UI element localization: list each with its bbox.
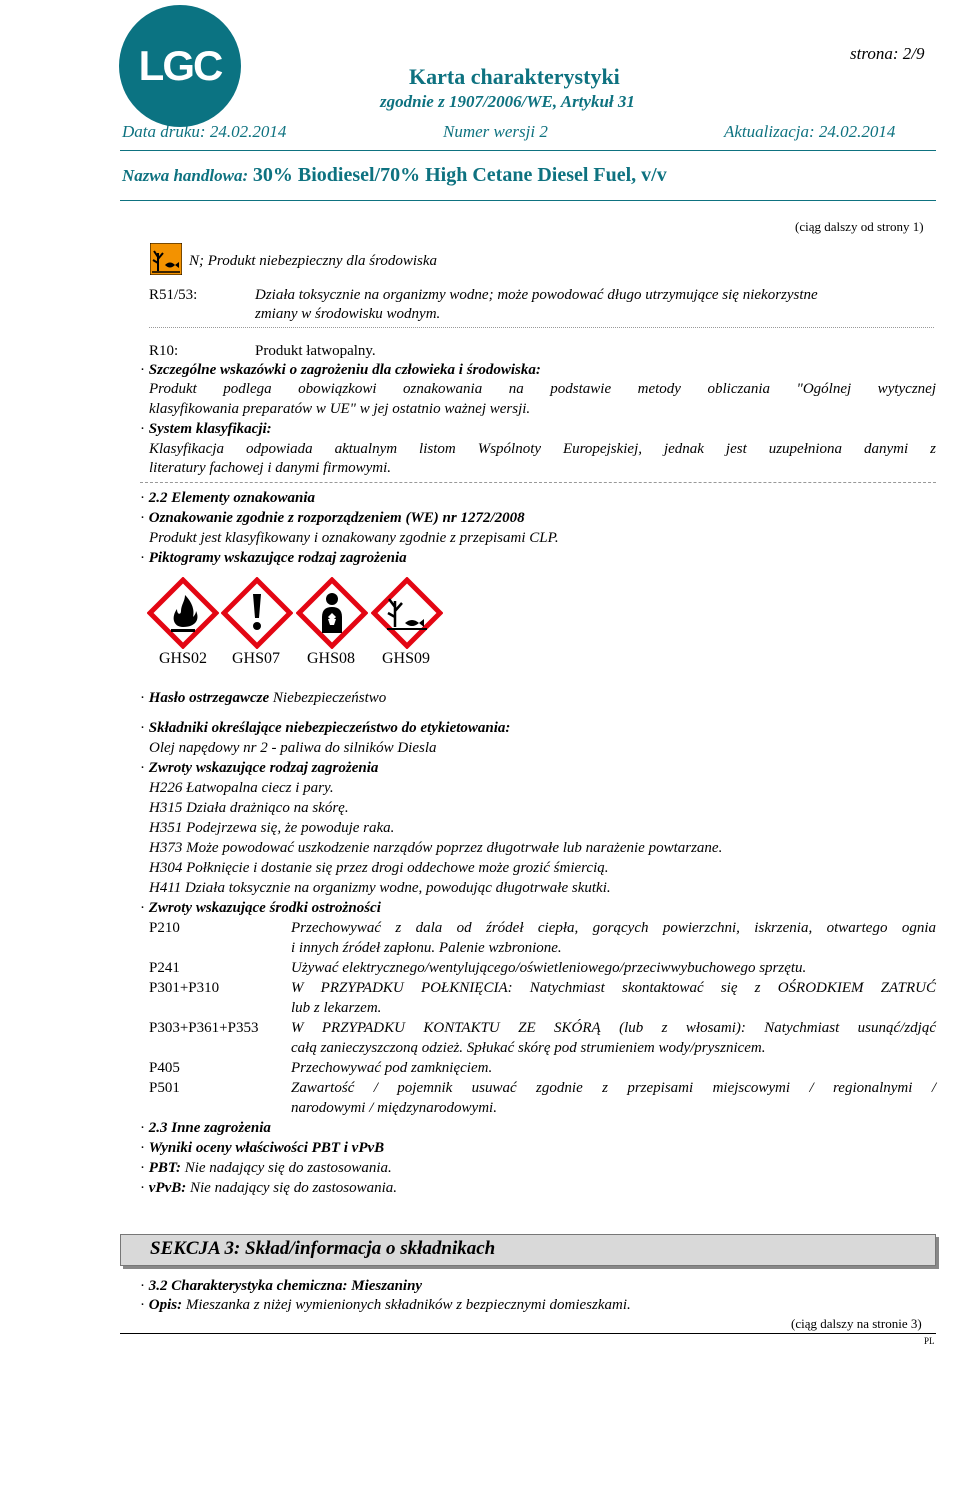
other-hazards-heading: · 2.3 Inne zagrożenia: [140, 1120, 271, 1137]
p303-code: P303+P361+P353: [149, 1020, 259, 1036]
p210-text-2: i innych źródeł zapłonu. Palenie wzbronione.: [291, 940, 562, 956]
p210-code: P210: [149, 920, 180, 936]
precautionary-heading: · Zwroty wskazujące środki ostrożności: [140, 900, 381, 917]
r10-code: R10:: [149, 343, 179, 359]
p405-text: Przechowywać pod zamknięciem.: [291, 1060, 493, 1076]
p405-code: P405: [149, 1060, 180, 1076]
labelling-heading: · 2.2 Elementy oznakowania: [140, 490, 315, 507]
pbt-text: Nie nadający się do zastosowania.: [184, 1160, 392, 1176]
pbt-row: [140, 1160, 392, 1177]
document-subtitle: zgodnie z 1907/2006/WE, Artykuł 31: [380, 92, 635, 111]
special-hazards-heading: · Szczególne wskazówki o zagrożeniu dla człowieka i środowiska:: [140, 362, 541, 379]
classification-system-heading: · System klasyfikacji:: [140, 421, 272, 438]
environment-pictogram-icon: [371, 577, 443, 649]
hazard-statement: H351 Podejrzewa się, że powoduje raka.: [149, 820, 395, 836]
special-hazards-text-2: klasyfikowania preparatów w UE" w jej ostatnio ważnej wersji.: [149, 401, 531, 417]
continued-to: (ciąg dalszy na stronie 3): [791, 1316, 922, 1331]
hazard-statement: H373 Może powodować uszkodzenie narządów poprzez długotrwałe lub narażenie powtarzane.: [149, 840, 723, 856]
pictogram-label-ghs09: GHS09: [382, 650, 431, 667]
signal-word-label: · Hasło ostrzegawcze: [140, 690, 269, 706]
components-text: Olej napędowy nr 2 - paliwa do silników Diesla: [149, 740, 437, 756]
p301-text-1: W PRZYPADKU POŁKNIĘCIA: Natychmiast skontaktować się z OŚRODKIEM ZATRUĆ: [291, 980, 936, 996]
trade-name-rule: [120, 200, 936, 201]
classification-system-text-1: Klasyfikacja odpowiada aktualnym listom Wspólnoty Europejskiej, jednak jest uzupełniona danymi z: [149, 441, 936, 457]
pictograms-heading: · Piktogramy wskazujące rodzaj zagrożenia: [140, 550, 407, 567]
lgc-logo: LGC: [119, 5, 241, 127]
hazard-statements-heading: · Zwroty wskazujące rodzaj zagrożenia: [140, 760, 378, 777]
p241-code: P241: [149, 960, 180, 976]
p301-text-2: lub z lekarzem.: [291, 1000, 382, 1016]
page-number: strona: 2/9: [850, 44, 925, 63]
r51-code: R51/53:: [149, 287, 198, 303]
p501-code: P501: [149, 1080, 180, 1096]
pictogram-label-ghs07: GHS07: [232, 650, 281, 667]
p501-text-1: Zawartość / pojemnik usuwać zgodnie z przepisami miejscowymi / regionalnymi /: [291, 1080, 936, 1096]
r10-text: Produkt łatwopalny.: [255, 343, 376, 359]
print-date: Data druku: 24.02.2014: [122, 122, 287, 141]
header-rule: [120, 150, 936, 151]
description-row: [140, 1297, 631, 1314]
classification-system-text-2: literatury fachowej i danymi firmowymi.: [149, 460, 392, 476]
r51-text-1: Działa toksycznie na organizmy wodne; może powodować długo utrzymujące się niekorzystne: [255, 287, 818, 303]
clp-heading: · Oznakowanie zgodnie z rozporządzeniem (WE) nr 1272/2008: [140, 510, 525, 527]
hazard-statement: H411 Działa toksycznie na organizmy wodne, powodując długotrwałe skutki.: [149, 880, 611, 896]
hazard-statement: H304 Połknięcie i dostanie się przez drogi oddechowe może grozić śmiercią.: [149, 860, 609, 876]
description-text: Mieszanka z niżej wymienionych składników z bezpiecznymi domieszkami.: [185, 1297, 631, 1313]
mixtures-heading: · 3.2 Charakterystyka chemiczna: Mieszaniny: [140, 1278, 422, 1295]
pictogram-label-ghs08: GHS08: [307, 650, 356, 667]
p301-code: P301+P310: [149, 980, 220, 996]
flame-pictogram-icon: [147, 577, 219, 649]
hazard-statement: H226 Łatwopalna ciecz i pary.: [149, 780, 334, 796]
signal-word-value: Niebezpieczeństwo: [272, 690, 387, 706]
trade-name-value: 30% Biodiesel/70% High Cetane Diesel Fuel, v/v: [252, 164, 667, 186]
signal-word: [140, 690, 386, 707]
version-number: Numer wersji 2: [443, 122, 548, 141]
pbt-heading: · Wyniki oceny właściwości PBT i vPvB: [140, 1140, 384, 1157]
description-label: · Opis:: [140, 1297, 182, 1313]
trade-name: [122, 164, 667, 187]
hazard-statement: H315 Działa drażniąco na skórę.: [149, 800, 349, 816]
section-3-title: SEKCJA 3: Skład/informacja o składnikach: [150, 1238, 496, 1259]
p241-text: Używać elektrycznego/wentylującego/oświetleniowego/przeciwwybuchowego sprzętu.: [291, 960, 807, 976]
p501-text-2: narodowymi / międzynarodowymi.: [291, 1100, 497, 1116]
dead-tree-fish-icon: [150, 243, 182, 275]
vpvb-label: · vPvB:: [140, 1180, 186, 1196]
pbt-label: · PBT:: [140, 1160, 181, 1176]
continued-from: (ciąg dalszy od strony 1): [795, 219, 924, 234]
vpvb-text: Nie nadający się do zastosowania.: [189, 1180, 398, 1196]
n-classification: N; Produkt niebezpieczny dla środowiska: [189, 253, 438, 269]
document-title: Karta charakterystyki: [409, 64, 620, 89]
trade-name-label: Nazwa handlowa:: [122, 166, 249, 185]
clp-text: Produkt jest klasyfikowany i oznakowany zgodnie z przepisami CLP.: [149, 530, 559, 546]
pictogram-label-ghs02: GHS02: [159, 650, 208, 667]
p210-text-1: Przechowywać z dala od źródeł ciepła, gorących powierzchni, iskrzenia, otwartego ognia: [291, 920, 936, 936]
r51-text-2: zmiany w środowisku wodnym.: [255, 306, 441, 322]
health-hazard-pictogram-icon: [296, 577, 368, 649]
p303-text-1: W PRZYPADKU KONTAKTU ZE SKÓRĄ (lub z włosami): Natychmiast usunąć/zdjąć: [291, 1020, 936, 1036]
dashed-separator: [140, 482, 936, 483]
section-3-header: [120, 1234, 936, 1266]
exclamation-pictogram-icon: [221, 577, 293, 649]
footer-rule: [120, 1333, 936, 1334]
dotted-separator: [149, 327, 934, 328]
special-hazards-text-1: Produkt podlega obowiązkowi oznakowania na podstawie metody obliczania "Ogólnej wytycznej: [149, 381, 936, 397]
vpvb-row: [140, 1180, 397, 1197]
p303-text-2: całą zanieczyszczoną odzież. Spłukać skórę pod strumieniem wody/prysznicem.: [291, 1040, 766, 1056]
language-code: PL: [924, 1336, 935, 1346]
components-heading: · Składniki określające niebezpieczeństwo do etykietowania:: [140, 720, 510, 737]
update-date: Aktualizacja: 24.02.2014: [724, 122, 896, 141]
